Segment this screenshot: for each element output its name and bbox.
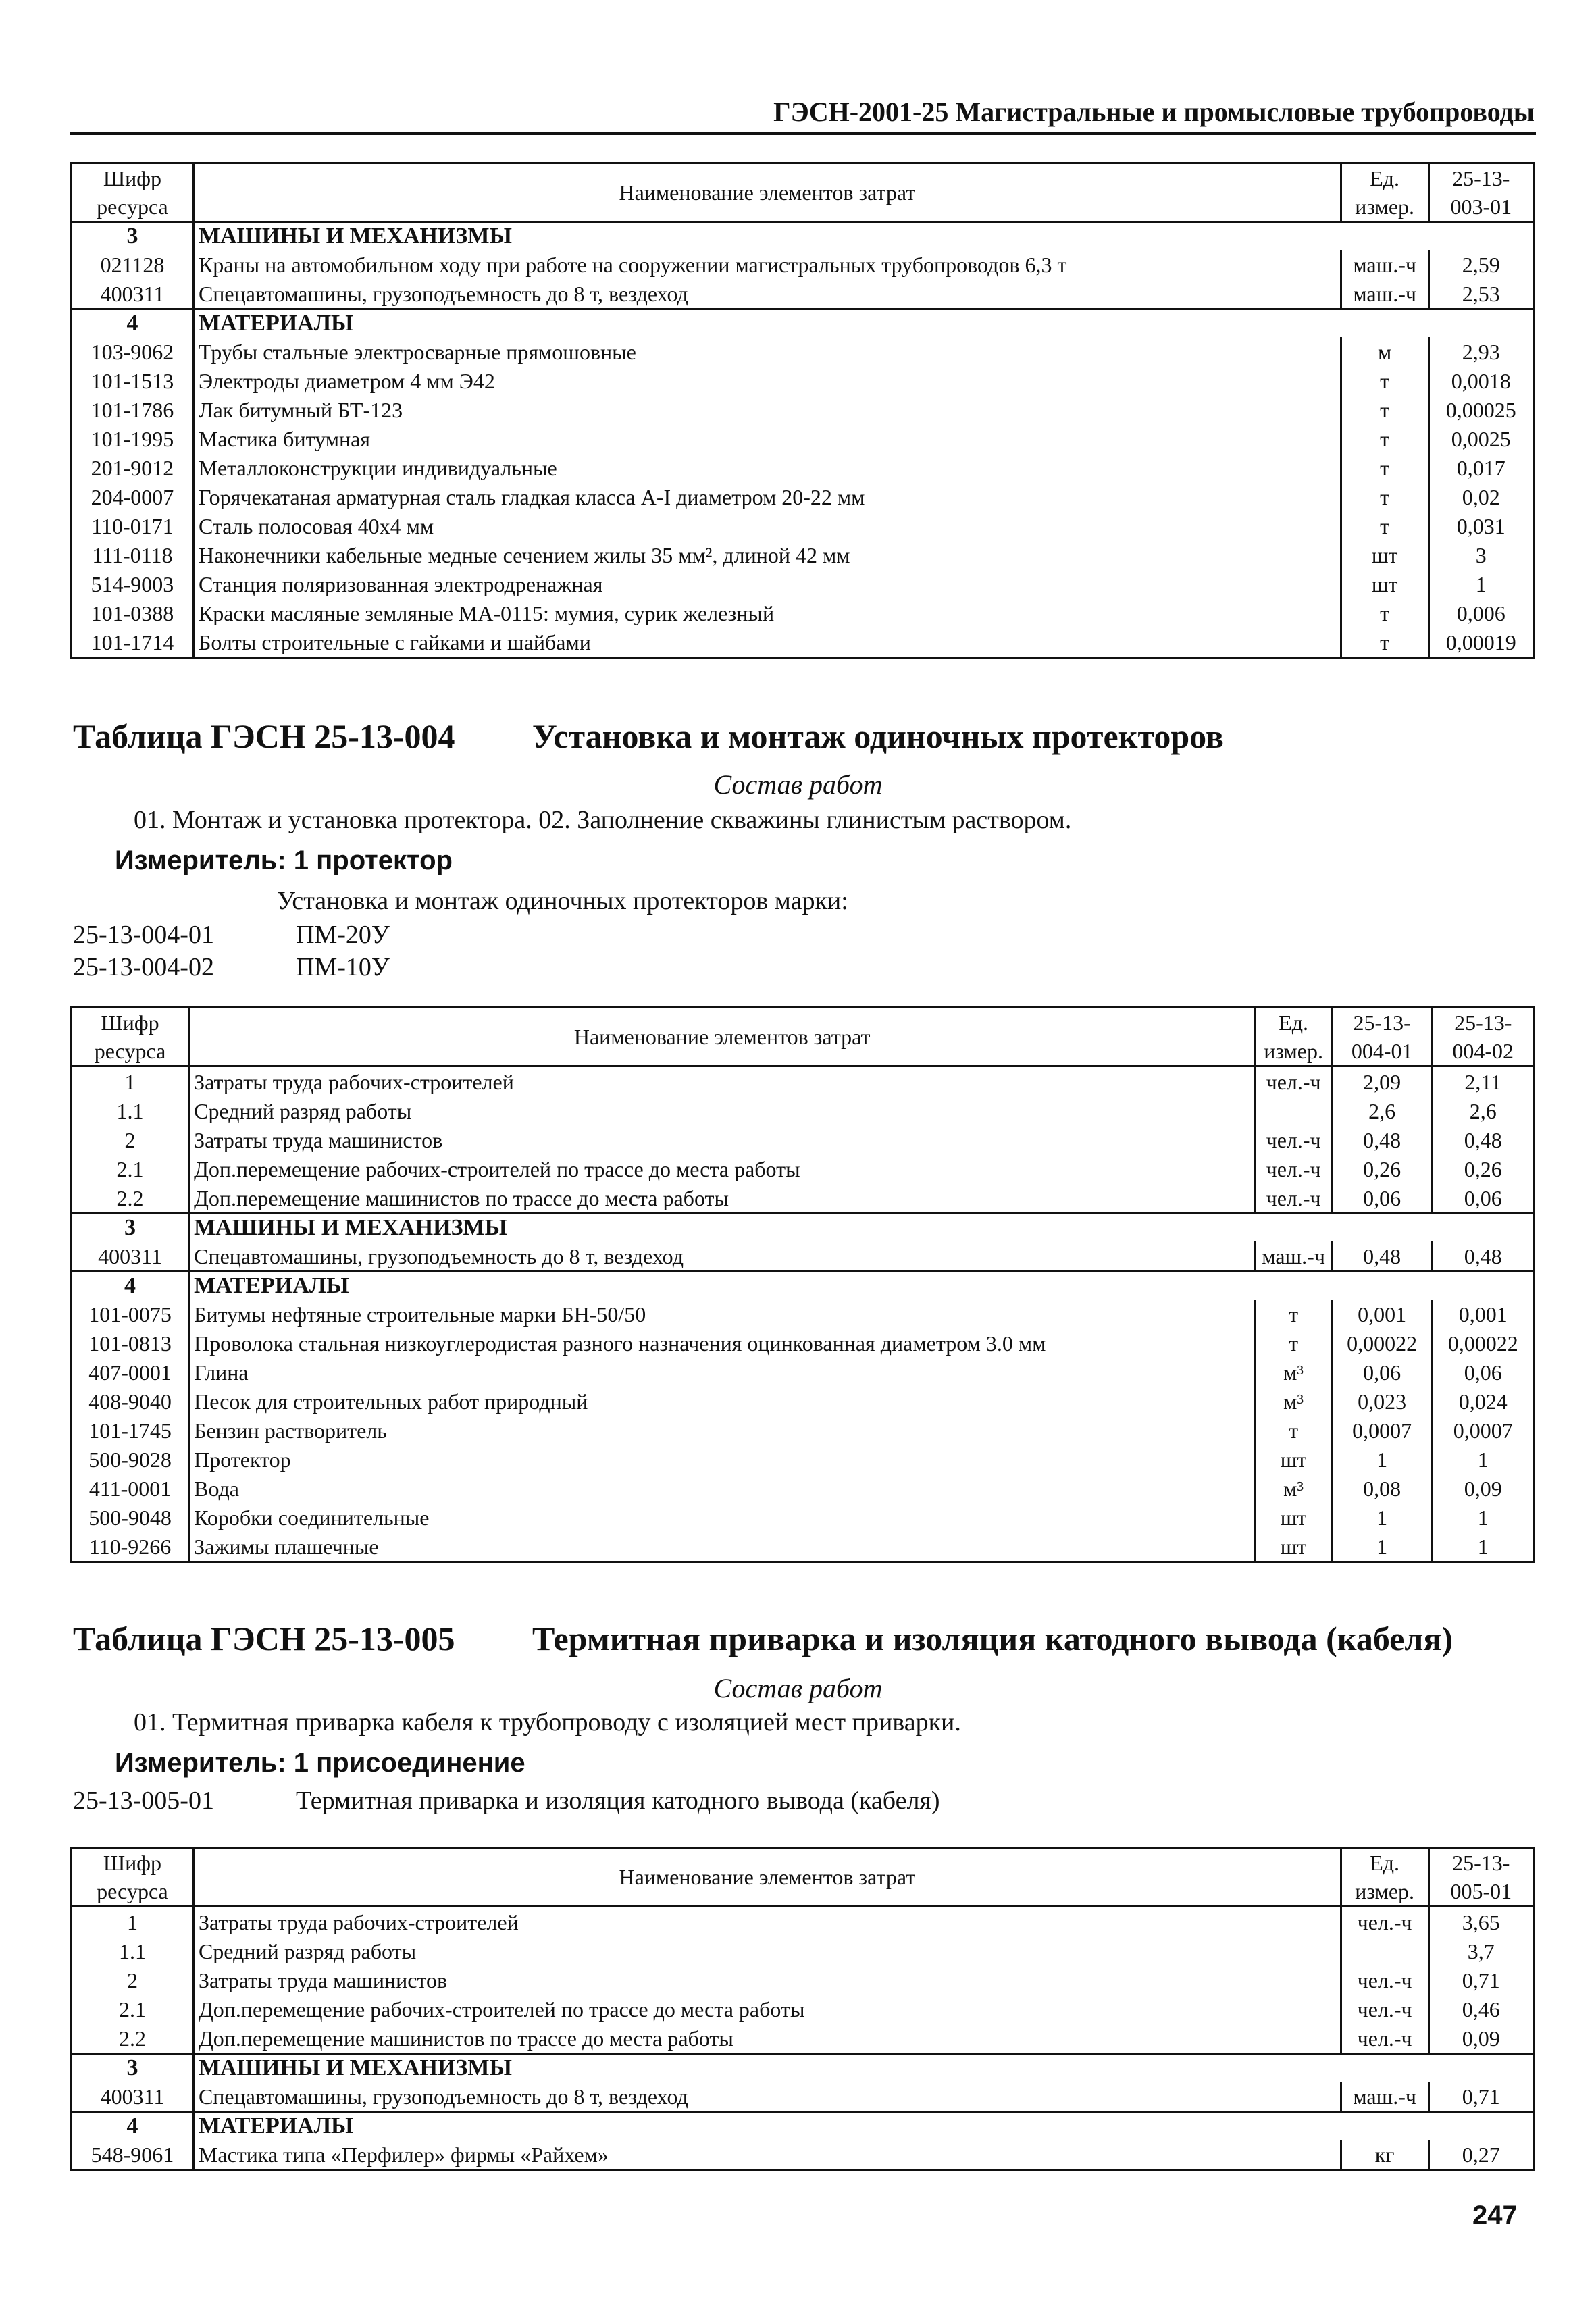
table-row	[72, 598, 1534, 627]
resource-value: 2,93	[1428, 337, 1533, 366]
resource-value: 1	[1331, 1532, 1433, 1562]
table-row	[72, 1416, 1534, 1445]
resource-name: Наконечники кабельные медные сечением жилы 35 мм², длиной 42 мм	[193, 540, 1341, 569]
table-row	[72, 453, 1534, 482]
work-composition-text: 01. Монтаж и установка протектора. 02. Заполнение скважины глинистым раствором.	[134, 806, 1072, 834]
resource-value: 0,06	[1331, 1358, 1433, 1387]
resource-code: 400311	[72, 2082, 194, 2112]
resource-name: Мастика битумная	[193, 424, 1341, 453]
resource-code: 548-9061	[72, 2140, 194, 2170]
header-norm-code: 25-13- 003-01	[1428, 163, 1533, 222]
resource-value: 0,017	[1428, 453, 1533, 482]
resource-unit	[1341, 1936, 1428, 1965]
table-row	[72, 1329, 1534, 1358]
resource-code: 407-0001	[72, 1358, 189, 1387]
resource-code: 2.1	[72, 1995, 194, 2024]
resource-name: Протектор	[189, 1445, 1256, 1474]
table-row	[72, 395, 1534, 424]
resource-code: 500-9048	[72, 1503, 189, 1532]
resource-unit: чел.-ч	[1256, 1154, 1332, 1183]
resource-code: 2.1	[72, 1154, 189, 1183]
resource-unit: т	[1256, 1300, 1332, 1329]
header-code: Шифр ресурса	[72, 1008, 189, 1066]
group-title: МАШИНЫ И МЕХАНИЗМЫ	[189, 1214, 1534, 1242]
resource-value: 0,26	[1331, 1154, 1433, 1183]
resource-value: 3,65	[1428, 1907, 1533, 1937]
section-title-25-13-004	[73, 715, 1224, 758]
resource-unit: чел.-ч	[1256, 1183, 1332, 1214]
resource-code: 101-0075	[72, 1300, 189, 1329]
resource-name: Битумы нефтяные строительные марки БН-50/50	[189, 1300, 1256, 1329]
group-title: МАТЕРИАЛЫ	[193, 2112, 1533, 2140]
resource-name: Краски масляные земляные МА-0115: мумия, сурик железный	[193, 598, 1341, 627]
group-row	[72, 309, 1534, 338]
resource-name: Затраты труда машинистов	[189, 1125, 1256, 1154]
resource-code: 101-0813	[72, 1329, 189, 1358]
header-unit: Ед. измер.	[1341, 163, 1428, 222]
table-row	[72, 627, 1534, 658]
table-row	[72, 1965, 1534, 1995]
resource-code: 1.1	[72, 1096, 189, 1125]
group-code: 4	[72, 309, 194, 338]
resource-value: 0,00022	[1331, 1329, 1433, 1358]
table-row	[72, 2082, 1534, 2112]
resource-code: 1	[72, 1907, 194, 1937]
header-norm-code: 25-13- 005-01	[1428, 1848, 1533, 1907]
resource-code: 400311	[72, 1241, 189, 1272]
group-row	[72, 2054, 1534, 2082]
resource-code: 514-9003	[72, 569, 194, 598]
group-title: МАТЕРИАЛЫ	[193, 309, 1533, 338]
resource-name: Доп.перемещение машинистов по трассе до места работы	[189, 1183, 1256, 1214]
resource-unit: шт	[1256, 1445, 1332, 1474]
resource-value: 0,001	[1331, 1300, 1433, 1329]
table-number: Таблица ГЭСН 25-13-005	[73, 1620, 455, 1657]
resource-name: Доп.перемещение рабочих-строителей по трассе до места работы	[189, 1154, 1256, 1183]
group-row	[72, 2112, 1534, 2140]
resource-value: 0,71	[1428, 2082, 1533, 2112]
table-row	[72, 1358, 1534, 1387]
resource-unit: маш.-ч	[1256, 1241, 1332, 1272]
table-row	[72, 511, 1534, 540]
resource-name: Проволока стальная низкоуглеродистая разного назначения оцинкованная диаметром 3.0 мм	[189, 1329, 1256, 1358]
resource-value: 0,71	[1428, 1965, 1533, 1995]
header-unit: Ед. измер.	[1256, 1008, 1332, 1066]
section-title-25-13-005	[73, 1617, 1453, 1660]
resource-unit: чел.-ч	[1341, 1907, 1428, 1937]
resource-value: 0,48	[1433, 1241, 1534, 1272]
header-name: Наименование элементов затрат	[189, 1008, 1256, 1066]
table-row	[72, 1503, 1534, 1532]
resource-code: 2.2	[72, 2024, 194, 2054]
resource-table-25-13-003	[70, 162, 1535, 659]
variant-item	[73, 920, 390, 950]
resource-unit: т	[1341, 424, 1428, 453]
table-row	[72, 1241, 1534, 1272]
resource-table-25-13-005	[70, 1847, 1535, 2171]
resource-name: Спецавтомашины, грузоподъемность до 8 т, вездеход	[189, 1241, 1256, 1272]
table-row	[72, 366, 1534, 395]
table-title: Установка и монтаж одиночных протекторов	[532, 717, 1224, 755]
resource-unit: чел.-ч	[1341, 2024, 1428, 2054]
group-title: МАТЕРИАЛЫ	[189, 1272, 1534, 1300]
resource-unit: т	[1256, 1329, 1332, 1358]
variant-item	[73, 1786, 940, 1816]
header-code: Шифр ресурса	[72, 163, 194, 222]
resource-value: 0,024	[1433, 1387, 1534, 1416]
table-row	[72, 1995, 1534, 2024]
resource-name: Сталь полосовая 40х4 мм	[193, 511, 1341, 540]
resource-unit: т	[1341, 366, 1428, 395]
table-row	[72, 1066, 1534, 1097]
resource-value: 0,0007	[1433, 1416, 1534, 1445]
resource-value: 0,02	[1428, 482, 1533, 511]
resource-value: 0,006	[1428, 598, 1533, 627]
table-row	[72, 2140, 1534, 2170]
resource-value: 1	[1331, 1445, 1433, 1474]
resource-unit: т	[1256, 1416, 1332, 1445]
group-title: МАШИНЫ И МЕХАНИЗМЫ	[193, 2054, 1533, 2082]
resource-name: Средний разряд работы	[193, 1936, 1341, 1965]
resource-code: 411-0001	[72, 1474, 189, 1503]
resource-code: 201-9012	[72, 453, 194, 482]
resource-unit: чел.-ч	[1341, 1965, 1428, 1995]
table-row	[72, 337, 1534, 366]
resource-name: Горячекатаная арматурная сталь гладкая класса А-I диаметром 20-22 мм	[193, 482, 1341, 511]
resource-value: 0,0025	[1428, 424, 1533, 453]
group-code: 3	[72, 2054, 194, 2082]
header-name: Наименование элементов затрат	[193, 1848, 1341, 1907]
resource-value: 1	[1331, 1503, 1433, 1532]
table-row	[72, 250, 1534, 279]
resource-code: 021128	[72, 250, 194, 279]
resource-value: 2,6	[1433, 1096, 1534, 1125]
resource-name: Краны на автомобильном ходу при работе на сооружении магистральных трубопроводов 6,3 т	[193, 250, 1341, 279]
variant-code: 25-13-004-02	[73, 953, 214, 981]
table-row	[72, 569, 1534, 598]
resource-unit: м³	[1256, 1387, 1332, 1416]
resource-unit: маш.-ч	[1341, 279, 1428, 309]
resource-code: 204-0007	[72, 482, 194, 511]
variant-code: 25-13-005-01	[73, 1786, 214, 1815]
resource-code: 2.2	[72, 1183, 189, 1214]
resource-name: Станция поляризованная электродренажная	[193, 569, 1341, 598]
resource-value: 0,06	[1433, 1183, 1534, 1214]
resource-name: Затраты труда рабочих-строителей	[193, 1907, 1341, 1937]
resource-unit: шт	[1341, 569, 1428, 598]
table-row	[72, 540, 1534, 569]
resource-value: 0,48	[1331, 1241, 1433, 1272]
table-row	[72, 1936, 1534, 1965]
table-row	[72, 1474, 1534, 1503]
resource-code: 101-1714	[72, 627, 194, 658]
resource-unit: т	[1341, 598, 1428, 627]
header-unit: Ед. измер.	[1341, 1848, 1428, 1907]
resource-value: 0,00019	[1428, 627, 1533, 658]
work-composition-label: Состав работ	[713, 769, 883, 800]
variant-code: 25-13-004-01	[73, 921, 214, 949]
resource-name: Затраты труда рабочих-строителей	[189, 1066, 1256, 1097]
resource-value: 0,0018	[1428, 366, 1533, 395]
group-code: 4	[72, 1272, 189, 1300]
resource-value: 0,08	[1331, 1474, 1433, 1503]
variant-item	[73, 952, 390, 982]
resource-unit: кг	[1341, 2140, 1428, 2170]
variant-intro: Установка и монтаж одиночных протекторов марки:	[277, 887, 848, 915]
resource-value: 0,27	[1428, 2140, 1533, 2170]
resource-code: 101-1513	[72, 366, 194, 395]
resource-name: Доп.перемещение рабочих-строителей по трассе до места работы	[193, 1995, 1341, 2024]
resource-value: 0,09	[1433, 1474, 1534, 1503]
group-code: 3	[72, 222, 194, 251]
resource-name: Песок для строительных работ природный	[189, 1387, 1256, 1416]
resource-unit: маш.-ч	[1341, 250, 1428, 279]
resource-unit: т	[1341, 627, 1428, 658]
resource-value: 0,48	[1331, 1125, 1433, 1154]
resource-value: 0,023	[1331, 1387, 1433, 1416]
resource-name: Лак битумный БТ-123	[193, 395, 1341, 424]
resource-value: 0,26	[1433, 1154, 1534, 1183]
resource-code: 1.1	[72, 1936, 194, 1965]
resource-unit: т	[1341, 453, 1428, 482]
resource-value: 0,06	[1331, 1183, 1433, 1214]
resource-name: Болты строительные с гайками и шайбами	[193, 627, 1341, 658]
resource-unit	[1256, 1096, 1332, 1125]
resource-code: 101-1745	[72, 1416, 189, 1445]
table-title: Термитная приварка и изоляция катодного вывода (кабеля)	[532, 1620, 1453, 1657]
work-composition-label: Состав работ	[713, 1673, 883, 1703]
resource-value: 0,06	[1433, 1358, 1534, 1387]
resource-code: 110-0171	[72, 511, 194, 540]
table-row	[72, 482, 1534, 511]
resource-name: Затраты труда машинистов	[193, 1965, 1341, 1995]
resource-unit: м³	[1256, 1358, 1332, 1387]
table-row	[72, 279, 1534, 309]
resource-name: Трубы стальные электросварные прямошовные	[193, 337, 1341, 366]
resource-name: Зажимы плашечные	[189, 1532, 1256, 1562]
variant-name: Термитная приварка и изоляция катодного вывода (кабеля)	[296, 1786, 940, 1815]
resource-unit: шт	[1256, 1503, 1332, 1532]
meter-unit: Измеритель: 1 протектор	[115, 846, 453, 875]
resource-unit: шт	[1341, 540, 1428, 569]
table-row	[72, 1154, 1534, 1183]
table-row	[72, 1183, 1534, 1214]
resource-name: Бензин растворитель	[189, 1416, 1256, 1445]
resource-name: Коробки соединительные	[189, 1503, 1256, 1532]
header-rule	[70, 132, 1536, 135]
resource-value: 3,7	[1428, 1936, 1533, 1965]
header-name: Наименование элементов затрат	[193, 163, 1341, 222]
table-header-row	[72, 1848, 1534, 1907]
resource-value: 0,09	[1428, 2024, 1533, 2054]
group-title: МАШИНЫ И МЕХАНИЗМЫ	[193, 222, 1533, 251]
table-row	[72, 424, 1534, 453]
resource-name: Глина	[189, 1358, 1256, 1387]
resource-code: 2	[72, 1965, 194, 1995]
resource-value: 0,00025	[1428, 395, 1533, 424]
resource-value: 2,53	[1428, 279, 1533, 309]
resource-value: 0,48	[1433, 1125, 1534, 1154]
resource-value: 2,11	[1433, 1066, 1534, 1097]
page-number: 247	[1472, 2201, 1518, 2230]
resource-value: 2,59	[1428, 250, 1533, 279]
resource-code: 101-1786	[72, 395, 194, 424]
table-row	[72, 2024, 1534, 2054]
resource-code: 400311	[72, 279, 194, 309]
resource-value: 3	[1428, 540, 1533, 569]
table-row	[72, 1387, 1534, 1416]
resource-value: 2,09	[1331, 1066, 1433, 1097]
resource-unit: т	[1341, 395, 1428, 424]
resource-table-25-13-004	[70, 1006, 1535, 1563]
resource-name: Вода	[189, 1474, 1256, 1503]
resource-code: 2	[72, 1125, 189, 1154]
variant-name: ПМ-10У	[296, 953, 390, 981]
resource-value: 1	[1433, 1532, 1534, 1562]
resource-unit: чел.-ч	[1256, 1125, 1332, 1154]
resource-code: 111-0118	[72, 540, 194, 569]
resource-name: Средний разряд работы	[189, 1096, 1256, 1125]
resource-unit: чел.-ч	[1256, 1066, 1332, 1097]
resource-code: 500-9028	[72, 1445, 189, 1474]
resource-value: 0,0007	[1331, 1416, 1433, 1445]
variant-name: ПМ-20У	[296, 921, 390, 949]
resource-unit: м	[1341, 337, 1428, 366]
resource-unit: м³	[1256, 1474, 1332, 1503]
resource-unit: маш.-ч	[1341, 2082, 1428, 2112]
running-header: ГЭСН-2001-25 Магистральные и промысловые трубопроводы	[773, 97, 1535, 127]
resource-value: 0,46	[1428, 1995, 1533, 2024]
resource-unit: шт	[1256, 1532, 1332, 1562]
header-norm-code: 25-13- 004-02	[1433, 1008, 1534, 1066]
table-row	[72, 1096, 1534, 1125]
table-row	[72, 1125, 1534, 1154]
group-row	[72, 222, 1534, 251]
group-row	[72, 1214, 1534, 1242]
table-header-row	[72, 163, 1534, 222]
resource-value: 1	[1428, 569, 1533, 598]
work-composition-text: 01. Термитная приварка кабеля к трубопроводу с изоляцией мест приварки.	[134, 1708, 961, 1737]
resource-code: 101-1995	[72, 424, 194, 453]
resource-name: Металлоконструкции индивидуальные	[193, 453, 1341, 482]
meter-unit: Измеритель: 1 присоединение	[115, 1748, 525, 1778]
resource-name: Спецавтомашины, грузоподъемность до 8 т, вездеход	[193, 279, 1341, 309]
header-code: Шифр ресурса	[72, 1848, 194, 1907]
header-norm-code: 25-13- 004-01	[1331, 1008, 1433, 1066]
resource-value: 0,00022	[1433, 1329, 1534, 1358]
table-row	[72, 1445, 1534, 1474]
group-code: 3	[72, 1214, 189, 1242]
table-number: Таблица ГЭСН 25-13-004	[73, 717, 455, 755]
resource-value: 1	[1433, 1503, 1534, 1532]
resource-name: Мастика типа «Перфилер» фирмы «Райхем»	[193, 2140, 1341, 2170]
group-row	[72, 1272, 1534, 1300]
table-row	[72, 1300, 1534, 1329]
resource-value: 0,001	[1433, 1300, 1534, 1329]
resource-name: Доп.перемещение машинистов по трассе до места работы	[193, 2024, 1341, 2054]
resource-unit: т	[1341, 482, 1428, 511]
resource-name: Спецавтомашины, грузоподъемность до 8 т, вездеход	[193, 2082, 1341, 2112]
resource-code: 408-9040	[72, 1387, 189, 1416]
resource-code: 1	[72, 1066, 189, 1097]
table-row	[72, 1532, 1534, 1562]
resource-code: 103-9062	[72, 337, 194, 366]
table-row	[72, 1907, 1534, 1937]
group-code: 4	[72, 2112, 194, 2140]
resource-value: 1	[1433, 1445, 1534, 1474]
resource-code: 101-0388	[72, 598, 194, 627]
table-header-row	[72, 1008, 1534, 1066]
resource-name: Электроды диаметром 4 мм Э42	[193, 366, 1341, 395]
resource-value: 2,6	[1331, 1096, 1433, 1125]
resource-unit: чел.-ч	[1341, 1995, 1428, 2024]
resource-value: 0,031	[1428, 511, 1533, 540]
resource-code: 110-9266	[72, 1532, 189, 1562]
resource-unit: т	[1341, 511, 1428, 540]
